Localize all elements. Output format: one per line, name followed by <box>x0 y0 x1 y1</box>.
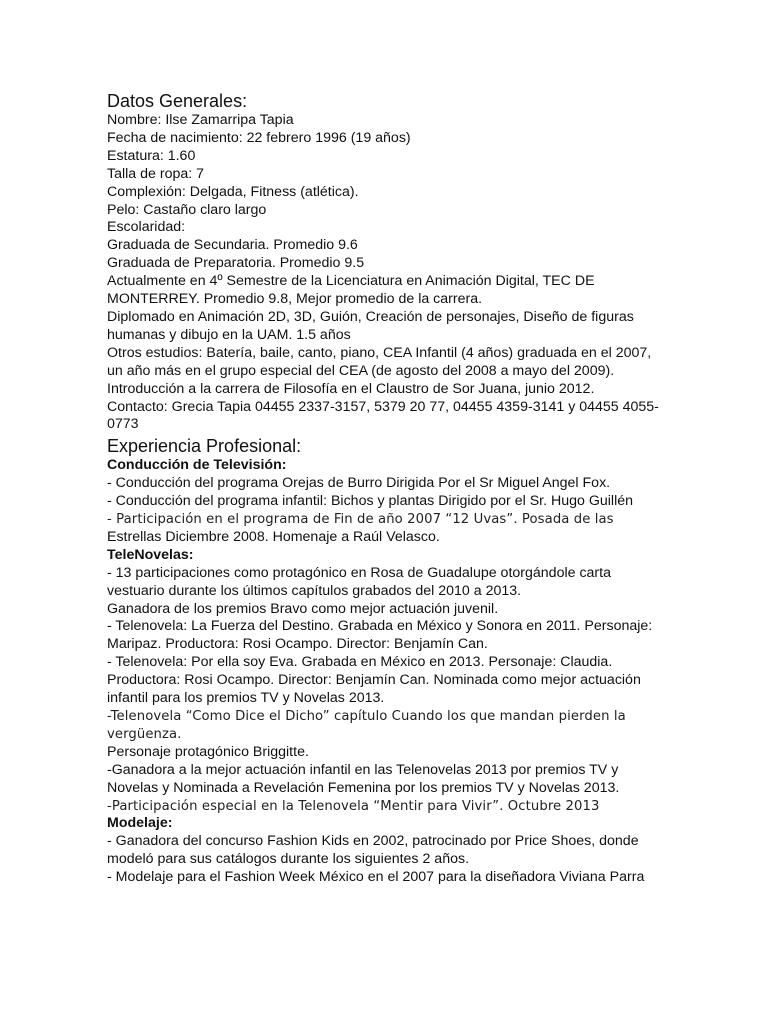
degree-line: Actualmente en 4º Semestre de la Licenciatura en Animación Digital, TEC DE MONTERREY. Promedio 9.8, Mejor promedio de la carrera. <box>107 273 595 308</box>
clothing-size-line: Talla de ropa: 7 <box>107 165 205 182</box>
experience-heading: Experiencia Profesional: <box>107 436 302 457</box>
professional-experience-section <box>107 434 667 887</box>
resume-document <box>107 89 667 887</box>
modeling-item: - Ganadora del concurso Fashion Kids en 2002, patrocinado por Price Shoes, donde modeló para sus catálogos durante los siguientes 2 años. <box>107 833 639 868</box>
height-line: Estatura: 1.60 <box>107 147 196 164</box>
birthdate-line: Fecha de nacimiento: 22 febrero 1996 (19 años) <box>107 129 411 146</box>
high-school-line: Graduada de Preparatoria. Promedio 9.5 <box>107 255 365 272</box>
diploma-line: Diplomado en Animación 2D, 3D, Guión, Creación de personajes, Diseño de figuras humanas y dibujo en la UAM. 1.5 años <box>107 308 634 343</box>
telenovela-item: -Participación especial en la Telenovela “Mentir para Vivir”. Octubre 2013 <box>107 798 600 814</box>
hair-line: Pelo: Castaño claro largo <box>107 201 267 218</box>
modeling-heading: Modelaje: <box>107 815 173 832</box>
tv-hosting-item: - Conducción del programa infantil: Bichos y plantas Dirigido por el Sr. Hugo Guillén <box>107 493 633 510</box>
name-line: Nombre: Ilse Zamarripa Tapia <box>107 112 294 128</box>
telenovela-item: - Telenovela: La Fuerza del Destino. Grabada en México y Sonora en 2011. Personaje: Maripaz. Productora: Rosi Ocampo. Director: Benjamín Can. <box>107 618 653 653</box>
secondary-school-line: Graduada de Secundaria. Promedio 9.6 <box>107 237 358 254</box>
telenovela-item-continuation: Personaje protagónico Briggitte. <box>107 743 309 760</box>
build-line: Complexión: Delgada, Fitness (atlética). <box>107 183 359 200</box>
general-data-heading: Datos Generales: <box>107 91 248 111</box>
tv-hosting-item-continuation: Estrellas Diciembre 2008. Homenaje a Raúl Velasco. <box>107 528 440 545</box>
tv-hosting-item: - Conducción del programa Orejas de Burro Dirigida Por el Sr Miguel Angel Fox. <box>107 475 611 492</box>
telenovelas-heading: TeleNovelas: <box>107 546 194 563</box>
modeling-item: - Modelaje para el Fashion Week México en el 2007 para la diseñadora Viviana Parra <box>107 869 645 886</box>
other-studies-line: Otros estudios: Batería, baile, canto, piano, CEA Infantil (4 años) graduada en el 2007, un año más en el grupo especial del CEA (de agosto del 2008 a mayo del 2009). Introducción a la carrera de Filosofía en el Claustro de Sor Juana, junio 2012. <box>107 344 652 397</box>
telenovela-item: -Telenovela “Como Dice el Dicho” capítulo Cuando los que mandan pierden la vergüenza. <box>107 709 626 742</box>
tv-hosting-item: - Participación en el programa de Fin de año 2007 “12 Uvas”. Posada de las <box>107 512 614 528</box>
telenovela-item: Ganadora de los premios Bravo como mejor actuación juvenil. <box>107 600 499 617</box>
general-data-section <box>107 89 667 434</box>
schooling-label: Escolaridad: <box>107 219 186 236</box>
telenovela-item: - Telenovela: Por ella soy Eva. Grabada en México en 2013. Personaje: Claudia. Productora: Rosi Ocampo. Director: Benjamín Can. Nominada como mejor actuación infantil para los premios TV y Novelas 2013. <box>107 654 641 707</box>
contact-line: Contacto: Grecia Tapia 04455 2337-3157, 5379 20 77, 04455 4359-3141 y 04455 4055-0773 <box>107 398 659 433</box>
telenovela-item: -Ganadora a la mejor actuación infantil en las Telenovelas 2013 por premios TV y Novelas y Nominada a Revelación Femenina por los premios TV y Novelas 2013. <box>107 761 620 796</box>
telenovela-item: - 13 participaciones como protagónico en Rosa de Guadalupe otorgándole carta vestuario durante los últimos capítulos grabados del 2010 a 2013. <box>107 564 611 599</box>
general-data-lines <box>107 112 667 434</box>
tv-hosting-heading: Conducción de Televisión: <box>107 457 287 474</box>
